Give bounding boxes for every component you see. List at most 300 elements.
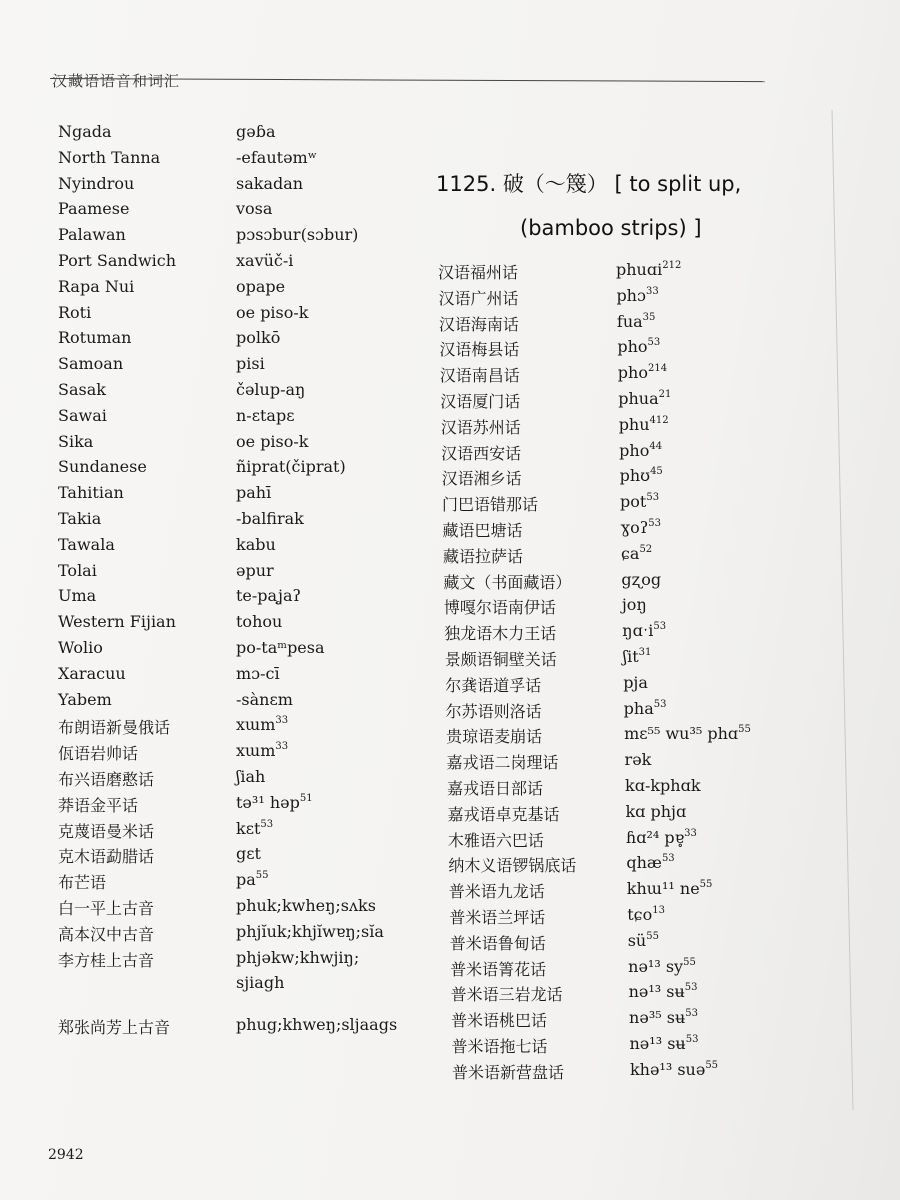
tone-superscript: 21 — [658, 389, 672, 400]
entry-form — [623, 673, 648, 692]
entry-row — [58, 1015, 398, 1038]
entry-language: 纳木义语锣锅底话 — [448, 856, 577, 876]
entry-row — [58, 870, 269, 893]
entry-gloss-line2: (bamboo strips) ] — [520, 216, 702, 240]
entry-form-text: -sànɛm — [236, 689, 293, 709]
entry-form — [236, 122, 276, 141]
entry-row — [58, 741, 289, 764]
entry-language: 汉语厦门话 — [440, 392, 521, 411]
entry-form — [236, 277, 285, 296]
entry-form — [236, 509, 304, 528]
entry-row — [58, 767, 266, 790]
entry-language: 佤语岩帅话 — [58, 744, 139, 764]
entry-form — [619, 441, 662, 460]
entry-row — [440, 389, 672, 412]
entry-form — [618, 363, 667, 382]
entry-language: 普米语箐花话 — [450, 959, 547, 979]
entry-form-text: xɯm — [236, 741, 276, 761]
entry-form-text: -efautəmʷ — [236, 147, 318, 167]
entry-form — [236, 690, 293, 709]
entry-form — [236, 870, 269, 889]
entry-language: 普米语三岩龙话 — [450, 985, 563, 1005]
entry-form-text: nə¹³ sy — [628, 956, 684, 976]
entry-row — [438, 260, 682, 283]
entry-form-text: əpur — [236, 560, 274, 580]
entry-form-text: ʃiah — [236, 767, 266, 786]
entry-form — [628, 957, 696, 976]
entry-row — [446, 750, 652, 773]
entry-row — [449, 930, 659, 954]
entry-language: Rapa Nui — [58, 276, 135, 296]
entry-form — [616, 286, 658, 305]
entry-form — [622, 621, 666, 640]
entry-form-text: kɛt — [236, 818, 261, 838]
entry-form — [627, 879, 713, 898]
entry-form — [236, 896, 376, 915]
entry-form-text: sakadan — [236, 173, 304, 193]
entry-form — [236, 612, 282, 631]
entry-language: 嘉戎语二岗理话 — [446, 753, 559, 773]
entry-form-text: ɕa — [620, 543, 640, 563]
tone-superscript: 55 — [646, 930, 659, 942]
entry-form — [236, 380, 305, 399]
entry-form-text: khɯ¹¹ ne — [626, 879, 700, 899]
entry-form-text: pho — [617, 363, 648, 383]
entry-row — [58, 921, 384, 945]
entry-row — [439, 363, 668, 386]
entry-form — [623, 647, 652, 666]
entry-language: Sika — [58, 431, 94, 451]
entry-form-text: pha — [623, 698, 654, 718]
entry-form-text: oe piso-k — [236, 302, 309, 322]
entry-form — [236, 922, 384, 941]
entry-form-text: n-ɛtapɛ — [236, 405, 295, 425]
entry-form-text: qhæ — [626, 853, 662, 873]
entry-language: Sawai — [58, 405, 107, 425]
entry-language: 贵琼语麦崩话 — [446, 727, 543, 747]
entry-language: 嘉戎语卓克基话 — [447, 804, 560, 824]
entry-form-text: sü — [627, 930, 647, 950]
entry-heading — [436, 168, 741, 198]
entry-language: 布芒语 — [58, 873, 107, 893]
entry-form — [621, 544, 652, 563]
entry-form-text: phug;khweŋ;sljaags — [236, 1015, 398, 1035]
tone-superscript: 53 — [653, 621, 667, 633]
entry-form — [236, 664, 280, 683]
tone-superscript: 35 — [642, 311, 656, 323]
entry-form-text: gɛt — [236, 844, 261, 864]
entry-language: 博嘎尔语南伊话 — [443, 598, 556, 618]
entry-form-text: phuɑi — [616, 260, 663, 279]
entry-language: 景颇语铜壁关话 — [444, 650, 557, 669]
entry-row — [58, 844, 261, 867]
entry-language: 汉语梅县话 — [439, 340, 520, 360]
tone-superscript: 53 — [684, 982, 698, 994]
entry-row — [58, 663, 280, 683]
entry-form-text: phuk;kwheŋ;sʌks — [236, 896, 376, 915]
entry-form — [236, 303, 309, 322]
entry-language: 嘉戎语日部话 — [447, 779, 544, 798]
entry-row — [450, 956, 696, 980]
entry-form — [236, 199, 272, 218]
tone-superscript: 53 — [646, 492, 660, 504]
entry-language: 高本汉中古音 — [58, 924, 155, 944]
entry-language: 普米语鲁甸话 — [449, 933, 546, 953]
tone-superscript: 13 — [652, 905, 666, 916]
entry-form-text: ŋɑˑi — [622, 621, 654, 641]
entry-form-text: nə³⁵ sʉ — [629, 1008, 686, 1028]
tone-superscript: 55 — [738, 724, 751, 736]
entry-row — [58, 457, 346, 477]
entry-language: 门巴语错那话 — [442, 495, 539, 515]
entry-form-text: vosa — [236, 199, 273, 219]
entry-form — [626, 828, 697, 847]
entry-form — [625, 750, 652, 769]
page-edge-shadow — [832, 110, 854, 1110]
entry-row — [58, 225, 359, 245]
entry-row — [451, 1059, 719, 1083]
tone-superscript: 31 — [638, 647, 652, 658]
tone-superscript: 53 — [685, 1008, 698, 1020]
entry-language: 布兴语磨憨话 — [58, 770, 155, 789]
entry-row — [444, 647, 652, 670]
entry-row — [444, 621, 667, 644]
entry-form — [236, 483, 271, 502]
entry-form-text: khə¹³ suə — [629, 1059, 706, 1079]
entry-form-text: tə³¹ həp — [236, 792, 300, 812]
entry-form-text: ɣoʔ — [620, 518, 649, 537]
entry-row — [451, 1034, 699, 1057]
entry-row — [58, 483, 272, 503]
entry-language: 汉语南昌话 — [439, 366, 520, 386]
entry-language: Western Fijian — [58, 612, 176, 632]
entry-form-text: tohou — [236, 612, 283, 632]
entry-language: 藏语拉萨话 — [442, 546, 523, 566]
entry-row — [447, 827, 697, 851]
entry-row — [448, 853, 675, 876]
tone-superscript: 53 — [648, 518, 662, 529]
entry-language: Uma — [58, 586, 97, 606]
tone-superscript: 33 — [645, 285, 659, 297]
entry-form-text: phua — [618, 389, 659, 408]
entry-row — [443, 569, 662, 593]
entry-form — [627, 905, 665, 924]
entry-language: Tawala — [58, 534, 115, 554]
entry-form-text: mɔ-cī — [236, 663, 280, 683]
entry-language: 木雅语六巴话 — [447, 830, 544, 850]
entry-form-text: po-taᵐpesa — [236, 638, 325, 657]
entry-form — [628, 931, 659, 950]
entry-language: Roti — [58, 302, 92, 322]
entry-row — [58, 173, 304, 193]
entry-row — [58, 147, 318, 167]
entry-language: Ngada — [58, 122, 112, 141]
entry-language: Sundanese — [58, 457, 147, 477]
tone-superscript: 33 — [275, 741, 289, 753]
entry-form-text: sjiagh — [236, 973, 285, 993]
entry-language: 尔龚语道孚话 — [445, 675, 542, 695]
entry-form-text: te-paʝaʔ — [236, 586, 302, 606]
entry-form-text: xɯm — [236, 715, 276, 735]
entry-row — [445, 698, 667, 722]
entry-row — [58, 251, 294, 270]
entry-form-text: gəɓa — [236, 122, 276, 141]
entry-row — [58, 612, 283, 632]
entry-form-text: ɦɑ²⁴ pɐ̥ — [625, 827, 685, 847]
entry-row — [58, 560, 274, 580]
entry-form — [621, 518, 662, 537]
entry-language: Sasak — [58, 380, 106, 399]
tone-superscript: 53 — [661, 853, 675, 865]
tone-superscript: 51 — [299, 792, 313, 804]
entry-form — [619, 415, 669, 434]
entry-form — [625, 802, 686, 821]
entry-row — [58, 431, 309, 451]
entry-form — [236, 844, 261, 863]
entry-form — [624, 699, 667, 718]
tone-superscript: 45 — [650, 466, 663, 478]
entry-form — [236, 819, 273, 838]
entry-language: 普米语桃巴话 — [451, 1011, 548, 1031]
entry-form — [236, 561, 274, 580]
entry-language: 白一平上古音 — [58, 899, 155, 918]
entry-number: 1125. — [436, 172, 497, 196]
entry-language: 普米语拖七话 — [451, 1037, 548, 1056]
entry-form-text: pɔsɔbur(sɔbur) — [236, 225, 359, 245]
entry-form-text: phjĭuk;khjĭwɐŋ;sĭa — [236, 921, 384, 941]
entry-row — [442, 518, 662, 541]
entry-row — [439, 337, 661, 360]
entry-form — [236, 741, 288, 760]
entry-row — [58, 586, 302, 606]
entry-form-text: pho — [617, 337, 648, 357]
entry-form-text: pho — [619, 440, 650, 460]
tone-superscript: 33 — [684, 827, 697, 839]
entry-form-text: phjəkw;khwjiŋ; — [236, 947, 360, 967]
entry-row — [58, 896, 376, 919]
entry-form-text: ʃit — [622, 647, 639, 666]
entry-row — [447, 801, 687, 825]
entry-row — [443, 595, 647, 618]
tone-superscript: 33 — [275, 715, 289, 727]
entry-form — [236, 1015, 397, 1034]
tone-superscript: 52 — [639, 543, 653, 555]
tone-superscript: 212 — [662, 260, 682, 271]
entry-form-text: phʊ — [619, 466, 651, 486]
entry-language: 布朗语新曼俄话 — [58, 718, 171, 738]
entry-form — [618, 389, 671, 408]
entry-language: 莽语金平话 — [58, 795, 139, 815]
entry-row — [58, 818, 274, 842]
entry-gloss-line1: [ to split up, — [614, 172, 742, 196]
entry-form — [629, 1008, 698, 1027]
entry-form — [620, 466, 663, 485]
entry-form — [236, 148, 317, 167]
entry-form — [626, 853, 674, 872]
tone-superscript: 55 — [705, 1059, 719, 1071]
entry-form — [617, 337, 660, 356]
entry-row — [446, 724, 751, 747]
entry-form — [236, 973, 284, 992]
entry-row — [450, 982, 698, 1005]
page-number: 2942 — [48, 1147, 84, 1163]
entry-form — [236, 457, 346, 476]
tone-superscript: 55 — [699, 879, 713, 891]
entry-language: 汉语湘乡话 — [441, 469, 522, 489]
running-header: 汉藏语语音和词汇 — [52, 72, 181, 90]
entry-language: Samoan — [58, 354, 124, 374]
entry-form — [624, 724, 751, 743]
tone-superscript: 53 — [653, 698, 667, 710]
entry-language: 李方桂上古音 — [58, 950, 155, 970]
entry-form-text: pisi — [236, 354, 265, 374]
entry-form-text: čəlup-aŋ — [236, 380, 306, 399]
entry-form — [616, 260, 681, 279]
entry-row — [58, 328, 281, 348]
entry-form-text: fua — [616, 311, 643, 331]
entry-form — [236, 715, 288, 734]
entry-form — [236, 406, 295, 425]
entry-language: 尔苏语则洛话 — [445, 701, 542, 721]
entry-row — [440, 414, 669, 438]
entry-form-text: kabu — [236, 534, 276, 554]
tone-superscript: 53 — [260, 818, 274, 830]
entry-form — [236, 638, 325, 657]
entry-language: Tolai — [58, 560, 97, 580]
entry-form-text: pja — [623, 672, 648, 692]
entry-form-text: tɕo — [627, 905, 653, 924]
entry-form — [617, 312, 656, 331]
entry-language: 克蔑语曼米话 — [58, 821, 155, 841]
entry-row — [449, 905, 666, 928]
entry-language: Paamese — [58, 199, 130, 219]
entry-form-text: oe piso-k — [236, 431, 309, 451]
entry-form-text: polkō — [236, 328, 281, 348]
entry-form-text: mɛ⁵⁵ wu³⁵ phɑ — [624, 724, 739, 744]
entry-row — [441, 466, 663, 489]
tone-superscript: 55 — [255, 870, 269, 882]
entry-language: 郑张尚芳上古音 — [58, 1018, 171, 1038]
entry-language: 汉语广州话 — [438, 288, 519, 308]
entry-form — [236, 793, 313, 812]
entry-row — [447, 776, 701, 799]
entry-row — [58, 405, 295, 425]
entry-language: Yabem — [58, 689, 112, 709]
entry-language: Nyindrou — [58, 173, 135, 193]
entry-form — [236, 225, 358, 244]
entry-form — [620, 492, 659, 511]
entry-form-text: pa — [236, 870, 256, 890]
entry-row — [58, 534, 276, 554]
entry-form-text: phɔ — [616, 285, 646, 305]
entry-language: Palawan — [58, 225, 126, 245]
entry-language: 汉语苏州话 — [440, 417, 521, 437]
entry-form — [236, 767, 265, 786]
entry-form-text: joŋ — [621, 595, 647, 615]
entry-head-chinese: 破（～篾） — [502, 172, 608, 196]
tone-superscript: 214 — [647, 363, 668, 375]
entry-row — [58, 380, 306, 399]
tone-superscript: 44 — [649, 440, 663, 452]
entry-form-text: ñiprat(čiprat) — [236, 457, 346, 477]
entry-language: 汉语海南话 — [438, 314, 519, 334]
entry-language: 克木语勐腊话 — [58, 847, 155, 867]
entry-row — [438, 311, 656, 335]
entry-language: 汉语福州话 — [438, 263, 519, 282]
entry-form-text: gʐog — [621, 569, 662, 589]
entry-form-text: rək — [624, 750, 652, 770]
entry-form — [236, 328, 280, 347]
entry-row — [58, 354, 265, 374]
entry-row — [58, 509, 304, 528]
entry-row — [58, 638, 325, 657]
entry-language: North Tanna — [58, 147, 161, 167]
entry-language: Rotuman — [58, 328, 132, 348]
entry-form — [236, 586, 301, 605]
entry-form-text: -balfirak — [236, 509, 304, 528]
entry-form-text: pot — [620, 492, 647, 512]
tone-superscript: 55 — [683, 956, 696, 968]
entry-row — [442, 543, 653, 567]
entry-row — [58, 792, 313, 816]
entry-row — [438, 285, 659, 309]
entry-row — [58, 276, 286, 296]
entry-language: 汉语西安话 — [441, 443, 522, 463]
entry-form-text: phu — [618, 414, 650, 434]
entry-language: 普米语新营盘话 — [451, 1062, 564, 1082]
entry-row — [442, 492, 660, 515]
tone-superscript: 53 — [685, 1034, 699, 1045]
entry-row — [445, 672, 648, 696]
entry-form — [625, 776, 701, 795]
entry-row — [58, 302, 309, 322]
entry-form — [236, 354, 265, 373]
entry-language: Port Sandwich — [58, 251, 177, 270]
entry-form — [629, 982, 698, 1001]
entry-form-text: xavüč-i — [236, 251, 294, 270]
entry-row — [441, 440, 663, 464]
entry-language: 普米语九龙话 — [448, 882, 545, 902]
entry-form — [236, 251, 293, 270]
entry-row — [448, 879, 713, 902]
entry-form-text: opape — [236, 276, 286, 296]
entry-form — [236, 432, 309, 451]
entry-form — [236, 535, 276, 554]
tone-superscript: 53 — [647, 337, 661, 349]
entry-form-text: nə¹³ sʉ — [628, 982, 685, 1002]
entry-language: Takia — [58, 509, 102, 528]
entry-language: Xaracuu — [58, 663, 126, 683]
entry-row — [58, 689, 293, 709]
tone-superscript: 412 — [649, 414, 669, 426]
entry-form — [630, 1060, 718, 1079]
entry-language: Wolio — [58, 638, 103, 657]
entry-form — [622, 595, 647, 614]
entry-language: 独龙语木力王话 — [444, 624, 557, 644]
entry-form-text: pahī — [236, 483, 272, 503]
entry-form — [630, 1034, 699, 1053]
entry-form-text: kɑ-kphɑk — [625, 776, 701, 795]
entry-language: 藏文（书面藏语） — [443, 572, 572, 592]
entry-row — [451, 1008, 698, 1031]
entry-form — [236, 174, 303, 193]
entry-form — [621, 570, 661, 589]
entry-form-text: nə¹³ sʉ — [629, 1034, 686, 1053]
entry-row — [58, 715, 289, 738]
entry-language: 普米语兰坪话 — [449, 908, 546, 927]
entry-form — [236, 948, 359, 967]
entry-form-text: kɑ phjɑ — [625, 801, 687, 821]
